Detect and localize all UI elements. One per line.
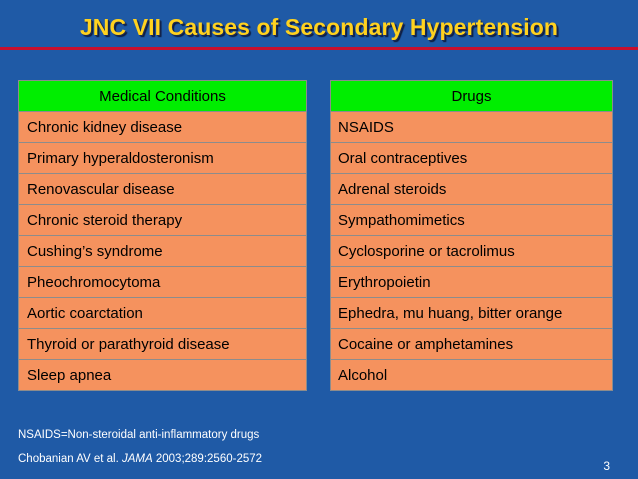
table-cell: Adrenal steroids	[331, 174, 613, 205]
table-cell: Sleep apnea	[19, 360, 307, 391]
table-row	[331, 143, 613, 174]
table-cell: Erythropoietin	[331, 267, 613, 298]
table-row	[19, 205, 307, 236]
table-cell: Alcohol	[331, 360, 613, 391]
medical-conditions-header: Medical Conditions	[19, 81, 307, 112]
table-header-row	[19, 81, 307, 112]
table-row	[331, 236, 613, 267]
citation-authors: Chobanian AV et al.	[18, 453, 122, 465]
table-row	[331, 267, 613, 298]
title-divider	[0, 47, 638, 50]
table-row	[331, 205, 613, 236]
table-row	[19, 174, 307, 205]
table-header-row	[331, 81, 613, 112]
table-row	[331, 298, 613, 329]
table-row	[19, 298, 307, 329]
table-cell: Chronic steroid therapy	[19, 205, 307, 236]
table-cell: Renovascular disease	[19, 174, 307, 205]
table-cell: Cocaine or amphetamines	[331, 329, 613, 360]
table-row	[19, 236, 307, 267]
table-row	[19, 360, 307, 391]
table-row	[19, 143, 307, 174]
table-row	[331, 112, 613, 143]
table-cell: Pheochromocytoma	[19, 267, 307, 298]
table-cell: Thyroid or parathyroid disease	[19, 329, 307, 360]
table-row	[331, 360, 613, 391]
table-cell: Primary hyperaldosteronism	[19, 143, 307, 174]
citation-journal: JAMA	[122, 453, 153, 465]
medical-conditions-table	[18, 80, 307, 391]
citation-footnote	[18, 453, 262, 465]
table-cell: Aortic coarctation	[19, 298, 307, 329]
slide-title: JNC VII Causes of Secondary Hypertension	[79, 14, 559, 40]
table-row	[331, 174, 613, 205]
table-cell: Chronic kidney disease	[19, 112, 307, 143]
table-row	[19, 267, 307, 298]
page-number: 3	[603, 459, 610, 473]
table-row	[19, 112, 307, 143]
table-cell: Cyclosporine or tacrolimus	[331, 236, 613, 267]
table-row	[331, 329, 613, 360]
table-cell: Ephedra, mu huang, bitter orange	[331, 298, 613, 329]
citation-details: 2003;289:2560-2572	[152, 453, 263, 465]
table-cell: Oral contraceptives	[331, 143, 613, 174]
drugs-header: Drugs	[331, 81, 613, 112]
table-row	[19, 329, 307, 360]
abbreviation-footnote: NSAIDS=Non-steroidal anti-inflammatory drugs	[18, 429, 260, 441]
table-cell: Sympathomimetics	[331, 205, 613, 236]
drugs-table	[330, 80, 613, 391]
table-cell: Cushing’s syndrome	[19, 236, 307, 267]
table-cell: NSAIDS	[331, 112, 613, 143]
